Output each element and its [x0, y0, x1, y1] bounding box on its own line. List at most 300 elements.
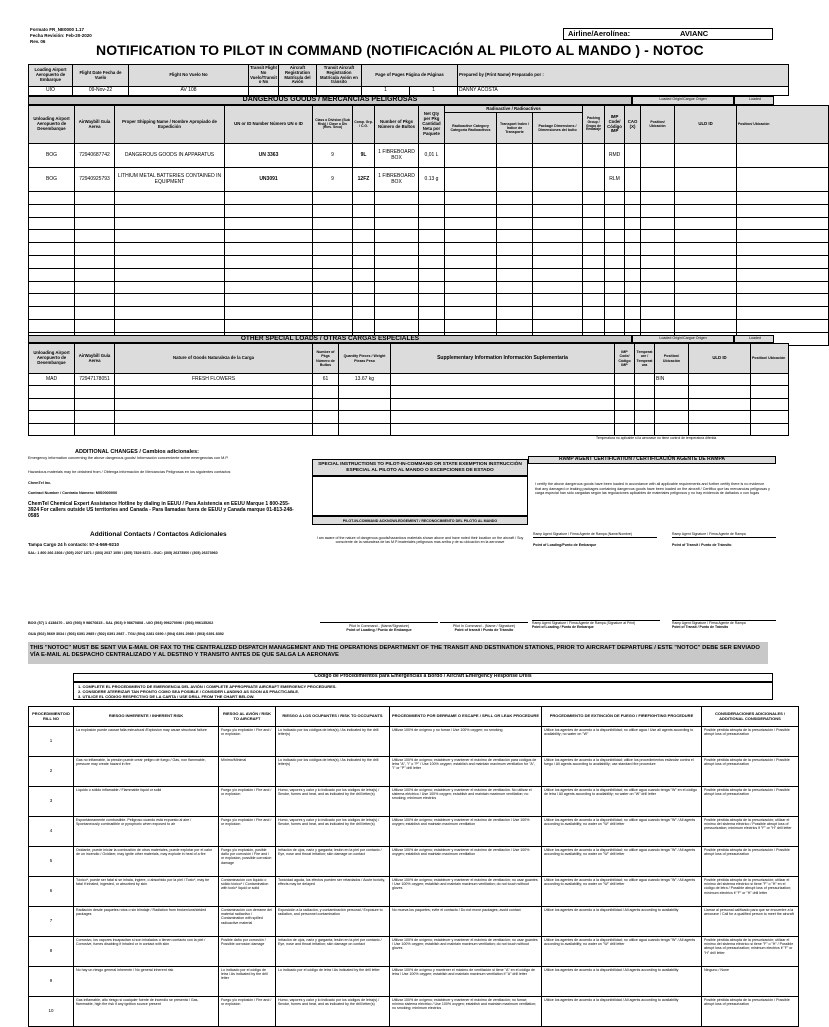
osl-empty-cell[interactable] [115, 398, 313, 411]
osl-empty-cell[interactable] [391, 423, 615, 436]
dg-empty-cell[interactable] [29, 230, 75, 243]
osl-empty-cell[interactable] [655, 411, 689, 424]
osl-empty-cell[interactable] [313, 386, 339, 399]
dg-cell[interactable] [497, 144, 533, 168]
dg-empty-cell[interactable] [497, 281, 533, 294]
osl-cell[interactable]: MAD [29, 374, 75, 386]
dg-empty-cell[interactable] [675, 192, 737, 205]
osl-empty-cell[interactable] [29, 398, 75, 411]
dg-cell[interactable]: 72940687742 [75, 144, 115, 168]
special-instructions-box[interactable] [312, 476, 528, 516]
dg-empty-cell[interactable] [605, 281, 625, 294]
osl-empty-cell[interactable] [689, 398, 751, 411]
dg-cell[interactable]: DANGEROUS GOODS IN APPARATUS [115, 144, 225, 168]
dg-empty-cell[interactable] [675, 243, 737, 256]
dg-empty-cell[interactable] [29, 243, 75, 256]
dg-empty-cell[interactable] [605, 268, 625, 281]
osl-empty-cell[interactable] [313, 398, 339, 411]
dg-empty-cell[interactable] [583, 204, 605, 217]
dg-empty-cell[interactable] [675, 217, 737, 230]
dg-empty-cell[interactable] [497, 319, 533, 332]
osl-empty-cell[interactable] [751, 398, 789, 411]
dg-empty-cell[interactable] [641, 307, 675, 320]
airline-value[interactable]: AVIANC [680, 28, 709, 38]
dg-empty-cell[interactable] [737, 307, 829, 320]
osl-empty-cell[interactable] [615, 398, 635, 411]
dg-empty-cell[interactable] [625, 268, 641, 281]
drill-cell: Utilice los agentes de acuerdo a la disponibilidad / All agents according to availability [542, 967, 702, 997]
dg-empty-cell[interactable] [533, 268, 583, 281]
aircraft-registration-value[interactable] [279, 87, 317, 96]
dg-empty-cell[interactable] [353, 294, 375, 307]
dg-empty-cell[interactable] [225, 192, 313, 205]
dg-empty-cell[interactable] [225, 268, 313, 281]
dg-empty-cell[interactable] [445, 307, 497, 320]
dg-cell[interactable] [583, 144, 605, 168]
osl-empty-cell[interactable] [689, 386, 751, 399]
dg-empty-cell[interactable] [419, 255, 445, 268]
dg-empty-cell[interactable] [445, 319, 497, 332]
dg-empty-cell[interactable] [533, 294, 583, 307]
dg-empty-cell[interactable] [225, 243, 313, 256]
dg-empty-cell[interactable] [497, 294, 533, 307]
dg-empty-cell[interactable] [115, 243, 225, 256]
dg-empty-cell[interactable] [445, 204, 497, 217]
dg-cell[interactable]: LITHIUM METAL BATTERIES CONTAINED IN EQUIPMENT [115, 168, 225, 192]
dg-empty-cell[interactable] [675, 281, 737, 294]
dg-empty-cell[interactable] [583, 307, 605, 320]
dg-empty-cell[interactable] [29, 307, 75, 320]
dg-empty-cell[interactable] [375, 268, 419, 281]
dg-empty-cell[interactable] [29, 268, 75, 281]
osl-empty-cell[interactable] [75, 386, 115, 399]
dg-cell[interactable] [675, 168, 737, 192]
dg-empty-cell[interactable] [29, 192, 75, 205]
pic-sign-2[interactable] [440, 622, 528, 632]
dg-empty-cell[interactable] [625, 192, 641, 205]
dg-cell[interactable]: 1 FIBREBOARD BOX [375, 168, 419, 192]
dg-empty-cell[interactable] [29, 204, 75, 217]
osl-cell[interactable] [615, 374, 635, 386]
drill-cell: Ninguno / None [702, 967, 799, 997]
dg-empty-cell[interactable] [675, 255, 737, 268]
dg-empty-cell[interactable] [313, 281, 353, 294]
dg-empty-cell[interactable] [375, 204, 419, 217]
dg-empty-cell[interactable] [115, 217, 225, 230]
dg-empty-cell[interactable] [737, 319, 829, 332]
dg-empty-cell[interactable] [313, 192, 353, 205]
dg-empty-cell[interactable] [115, 294, 225, 307]
dg-empty-cell[interactable] [445, 294, 497, 307]
dg-empty-cell[interactable] [675, 319, 737, 332]
dg-empty-cell[interactable] [313, 268, 353, 281]
dg-empty-cell[interactable] [353, 204, 375, 217]
dg-empty-cell[interactable] [353, 268, 375, 281]
dg-empty-cell[interactable] [675, 307, 737, 320]
dg-empty-cell[interactable] [75, 319, 115, 332]
dg-cell[interactable]: UN3091 [225, 168, 313, 192]
dg-empty-cell[interactable] [583, 192, 605, 205]
dg-empty-cell[interactable] [353, 192, 375, 205]
dg-empty-cell[interactable] [375, 217, 419, 230]
dg-empty-cell[interactable] [75, 281, 115, 294]
dg-cell[interactable]: 1 FIBREBOARD BOX [375, 144, 419, 168]
dg-empty-cell[interactable] [641, 217, 675, 230]
ramp-sign-2[interactable] [672, 620, 776, 630]
dg-cell[interactable]: 9 [313, 168, 353, 192]
dg-empty-cell[interactable] [497, 192, 533, 205]
dg-header-net-qty: Net Qty per Pkg Cantidad Neta por Paquete [419, 106, 445, 144]
dg-empty-cell[interactable] [29, 294, 75, 307]
osl-cell[interactable]: 72947178051 [75, 374, 115, 386]
dg-empty-cell[interactable] [115, 204, 225, 217]
osl-empty-cell[interactable] [339, 398, 391, 411]
dg-empty-cell[interactable] [583, 243, 605, 256]
dg-empty-cell[interactable] [737, 243, 829, 256]
dg-empty-cell[interactable] [225, 204, 313, 217]
dg-empty-cell[interactable] [605, 230, 625, 243]
osl-empty-cell[interactable] [339, 411, 391, 424]
dg-empty-cell[interactable] [605, 307, 625, 320]
dg-empty-cell[interactable] [737, 230, 829, 243]
dg-empty-cell[interactable] [75, 294, 115, 307]
dg-empty-cell[interactable] [605, 319, 625, 332]
osl-loaded-origin: Loaded Origin/Cargue Origen [632, 335, 734, 343]
osl-empty-cell[interactable] [635, 411, 655, 424]
osl-cell[interactable] [751, 374, 789, 386]
flight-no-value[interactable]: AV 108 [129, 87, 249, 96]
dg-empty-cell[interactable] [29, 319, 75, 332]
dg-empty-cell[interactable] [419, 281, 445, 294]
dg-empty-cell[interactable] [445, 217, 497, 230]
osl-empty-cell[interactable] [751, 386, 789, 399]
osl-empty-cell[interactable] [75, 423, 115, 436]
dg-empty-cell[interactable] [533, 307, 583, 320]
notoc-dispatch-notice: THIS "NOTOC" MUST BE SENT VIA E-MAIL OR FAX TO THE CENTRALIZED DISPATCH MANAGEMENT AND THE OPERATIONS DEPARTMENT OF THE TRANSIT AND DESTINATION STATIONS, PRIOR TO AIRCRAFT DEPARTURE / ESTE "NOTOC" DEBE SER ENVIADO VÍA E-MAIL AL DESPACHO CENTRALIZADO Y AL DESTINO Y TRANSITO ANTES DE QUE SALGA LA AERONAVE [28, 642, 768, 664]
flight-date-value[interactable]: 09-Nov-22 [73, 87, 129, 96]
dg-empty-cell[interactable] [75, 243, 115, 256]
transit-registration-value[interactable] [317, 87, 362, 96]
dg-empty-cell[interactable] [115, 281, 225, 294]
dg-empty-cell[interactable] [313, 230, 353, 243]
osl-empty-cell[interactable] [615, 386, 635, 399]
dg-empty-cell[interactable] [675, 268, 737, 281]
dg-empty-cell[interactable] [497, 255, 533, 268]
dg-empty-cell[interactable] [497, 268, 533, 281]
dg-cell[interactable] [533, 144, 583, 168]
dg-empty-cell[interactable] [225, 307, 313, 320]
dg-empty-cell[interactable] [75, 204, 115, 217]
loading-airport-value[interactable]: UIO [29, 87, 73, 96]
dg-empty-cell[interactable] [313, 307, 353, 320]
dg-empty-cell[interactable] [641, 192, 675, 205]
dg-cell[interactable] [445, 168, 497, 192]
dg-empty-cell[interactable] [225, 319, 313, 332]
dg-empty-cell[interactable] [419, 268, 445, 281]
dg-cell[interactable] [737, 144, 829, 168]
osl-empty-cell[interactable] [115, 411, 313, 424]
dg-cell[interactable] [625, 144, 641, 168]
dg-empty-cell[interactable] [353, 319, 375, 332]
dg-cell[interactable] [737, 168, 829, 192]
dg-empty-cell[interactable] [313, 243, 353, 256]
dg-cell[interactable]: RMD [605, 144, 625, 168]
osl-empty-cell[interactable] [751, 423, 789, 436]
dg-cell[interactable]: 0,01 L [419, 144, 445, 168]
dg-empty-cell[interactable] [675, 204, 737, 217]
dg-empty-cell[interactable] [641, 255, 675, 268]
dg-empty-cell[interactable] [29, 217, 75, 230]
dg-empty-cell[interactable] [419, 204, 445, 217]
osl-empty-cell[interactable] [391, 386, 615, 399]
dg-cell[interactable] [533, 168, 583, 192]
dg-empty-cell[interactable] [445, 243, 497, 256]
dg-empty-cell[interactable] [75, 255, 115, 268]
osl-empty-cell[interactable] [29, 386, 75, 399]
dg-empty-cell[interactable] [641, 319, 675, 332]
osl-cell[interactable]: 13.67 kg [339, 374, 391, 386]
dg-empty-cell[interactable] [641, 230, 675, 243]
dg-empty-cell[interactable] [605, 192, 625, 205]
osl-empty-cell[interactable] [635, 398, 655, 411]
osl-empty-cell[interactable] [339, 423, 391, 436]
dg-empty-cell[interactable] [29, 281, 75, 294]
dg-empty-row [29, 255, 829, 268]
dg-empty-cell[interactable] [533, 217, 583, 230]
dg-empty-cell[interactable] [353, 217, 375, 230]
osl-empty-cell[interactable] [655, 423, 689, 436]
dg-cell[interactable] [641, 144, 675, 168]
pic-sign-1[interactable] [320, 622, 438, 632]
dg-empty-cell[interactable] [533, 230, 583, 243]
dg-empty-cell[interactable] [353, 281, 375, 294]
dg-empty-cell[interactable] [497, 230, 533, 243]
pages-value[interactable]: 1 [410, 87, 458, 96]
dg-empty-cell[interactable] [605, 255, 625, 268]
osl-cell[interactable]: 61 [313, 374, 339, 386]
osl-empty-cell[interactable] [29, 411, 75, 424]
dg-empty-cell[interactable] [445, 268, 497, 281]
dg-empty-cell[interactable] [375, 307, 419, 320]
dg-empty-cell[interactable] [115, 319, 225, 332]
dg-cell[interactable] [625, 168, 641, 192]
dg-cell[interactable]: BOG [29, 144, 75, 168]
osl-empty-cell[interactable] [115, 423, 313, 436]
dg-empty-row [29, 230, 829, 243]
dg-empty-cell[interactable] [675, 230, 737, 243]
dg-empty-cell[interactable] [115, 230, 225, 243]
dg-cell[interactable]: RLM [605, 168, 625, 192]
dg-empty-cell[interactable] [625, 319, 641, 332]
dg-empty-cell[interactable] [737, 281, 829, 294]
dg-cell[interactable] [675, 144, 737, 168]
dg-empty-cell[interactable] [313, 294, 353, 307]
dg-empty-cell[interactable] [737, 204, 829, 217]
dg-cell[interactable]: 0.13 g [419, 168, 445, 192]
dg-empty-cell[interactable] [419, 230, 445, 243]
dg-empty-cell[interactable] [533, 204, 583, 217]
dg-cell[interactable] [641, 168, 675, 192]
dg-cell[interactable]: 12FZ [353, 168, 375, 192]
dg-empty-cell[interactable] [641, 204, 675, 217]
dg-empty-cell[interactable] [225, 255, 313, 268]
dg-empty-cell[interactable] [419, 217, 445, 230]
osl-empty-cell[interactable] [115, 386, 313, 399]
dg-empty-cell[interactable] [445, 192, 497, 205]
dg-empty-cell[interactable] [641, 294, 675, 307]
dg-empty-cell[interactable] [225, 294, 313, 307]
dg-empty-cell[interactable] [419, 243, 445, 256]
dg-empty-cell[interactable] [641, 268, 675, 281]
dg-empty-cell[interactable] [605, 243, 625, 256]
dg-cell[interactable]: 72940925793 [75, 168, 115, 192]
dg-empty-cell[interactable] [375, 192, 419, 205]
dg-empty-cell[interactable] [445, 281, 497, 294]
dg-empty-cell[interactable] [225, 281, 313, 294]
dg-empty-cell[interactable] [497, 217, 533, 230]
osl-empty-cell[interactable] [391, 398, 615, 411]
dg-empty-cell[interactable] [115, 255, 225, 268]
dg-empty-cell[interactable] [605, 294, 625, 307]
dg-empty-cell[interactable] [737, 268, 829, 281]
osl-empty-cell[interactable] [29, 423, 75, 436]
dg-empty-cell[interactable] [583, 217, 605, 230]
dg-cell[interactable] [445, 144, 497, 168]
dg-empty-cell[interactable] [533, 243, 583, 256]
dg-cell[interactable] [497, 168, 533, 192]
osl-cell[interactable] [689, 374, 751, 386]
dg-empty-cell[interactable] [313, 217, 353, 230]
dg-empty-cell[interactable] [497, 307, 533, 320]
dg-empty-cell[interactable] [583, 230, 605, 243]
dg-empty-cell[interactable] [75, 192, 115, 205]
dg-empty-cell[interactable] [625, 243, 641, 256]
dg-empty-cell[interactable] [625, 204, 641, 217]
dg-empty-cell[interactable] [583, 294, 605, 307]
dg-empty-cell[interactable] [375, 243, 419, 256]
dg-empty-cell[interactable] [583, 255, 605, 268]
dg-empty-cell[interactable] [583, 319, 605, 332]
dg-empty-cell[interactable] [29, 255, 75, 268]
dg-empty-cell[interactable] [533, 319, 583, 332]
osl-empty-cell[interactable] [655, 386, 689, 399]
dg-empty-cell[interactable] [353, 255, 375, 268]
osl-empty-cell[interactable] [655, 398, 689, 411]
osl-empty-cell[interactable] [689, 423, 751, 436]
dg-empty-cell[interactable] [625, 217, 641, 230]
dg-empty-cell[interactable] [115, 192, 225, 205]
dg-empty-cell[interactable] [313, 204, 353, 217]
dg-empty-cell[interactable] [375, 294, 419, 307]
dg-empty-cell[interactable] [497, 204, 533, 217]
dg-empty-cell[interactable] [737, 294, 829, 307]
dg-empty-cell[interactable] [353, 243, 375, 256]
dg-empty-cell[interactable] [497, 243, 533, 256]
dg-cell[interactable] [583, 168, 605, 192]
ramp-sign-1[interactable] [532, 620, 660, 630]
dg-empty-cell[interactable] [625, 255, 641, 268]
page-value[interactable]: 1 [362, 87, 410, 96]
dg-cell[interactable]: UN 3363 [225, 144, 313, 168]
dg-empty-cell[interactable] [75, 268, 115, 281]
osl-empty-cell[interactable] [615, 411, 635, 424]
dg-empty-cell[interactable] [625, 307, 641, 320]
osl-empty-cell[interactable] [391, 411, 615, 424]
dg-empty-cell[interactable] [419, 294, 445, 307]
osl-empty-cell[interactable] [751, 411, 789, 424]
dg-empty-cell[interactable] [675, 294, 737, 307]
dg-empty-cell[interactable] [313, 319, 353, 332]
prepared-by-value[interactable]: DANNY ACOSTA [458, 87, 789, 96]
osl-header-uld-id: ULD ID [689, 344, 751, 374]
transit-flight-value[interactable] [249, 87, 279, 96]
dg-cell[interactable]: 9L [353, 144, 375, 168]
dg-empty-cell[interactable] [419, 192, 445, 205]
drill-cell: Exposición a la radiación, y contaminación personal / Exposure to radiation, and personnel contamination [276, 907, 390, 937]
dg-empty-cell[interactable] [583, 281, 605, 294]
dg-empty-cell[interactable] [375, 319, 419, 332]
osl-empty-cell[interactable] [313, 423, 339, 436]
dg-empty-cell[interactable] [605, 217, 625, 230]
dg-empty-cell[interactable] [115, 307, 225, 320]
dg-empty-cell[interactable] [353, 230, 375, 243]
osl-empty-cell[interactable] [75, 398, 115, 411]
osl-empty-cell[interactable] [635, 423, 655, 436]
dg-empty-cell[interactable] [641, 243, 675, 256]
osl-empty-cell[interactable] [615, 423, 635, 436]
dg-empty-cell[interactable] [737, 192, 829, 205]
osl-cell[interactable]: FRESH FLOWERS [115, 374, 313, 386]
dg-empty-cell[interactable] [533, 255, 583, 268]
dg-empty-cell[interactable] [583, 268, 605, 281]
dg-empty-cell[interactable] [353, 307, 375, 320]
osl-empty-cell[interactable] [689, 411, 751, 424]
dg-empty-cell[interactable] [737, 255, 829, 268]
dg-empty-cell[interactable] [75, 230, 115, 243]
dg-empty-cell[interactable] [419, 319, 445, 332]
dg-empty-cell[interactable] [533, 192, 583, 205]
dg-empty-cell[interactable] [375, 281, 419, 294]
dg-cell[interactable]: BOG [29, 168, 75, 192]
dg-cell[interactable]: 9 [313, 144, 353, 168]
osl-cell[interactable] [635, 374, 655, 386]
dg-empty-cell[interactable] [625, 281, 641, 294]
dg-empty-cell[interactable] [445, 230, 497, 243]
dg-empty-cell[interactable] [75, 217, 115, 230]
dg-empty-cell[interactable] [533, 281, 583, 294]
osl-empty-cell[interactable] [635, 386, 655, 399]
dg-empty-cell[interactable] [625, 230, 641, 243]
dg-empty-cell[interactable] [375, 255, 419, 268]
osl-empty-cell[interactable] [75, 411, 115, 424]
dg-empty-cell[interactable] [625, 294, 641, 307]
osl-cell[interactable] [391, 374, 615, 386]
dg-empty-cell[interactable] [605, 204, 625, 217]
dg-empty-cell[interactable] [115, 268, 225, 281]
dg-empty-cell[interactable] [641, 281, 675, 294]
osl-cell[interactable]: BIN [655, 374, 689, 386]
dg-empty-cell[interactable] [375, 230, 419, 243]
dg-empty-cell[interactable] [313, 255, 353, 268]
dg-empty-cell[interactable] [737, 217, 829, 230]
dg-empty-cell[interactable] [225, 217, 313, 230]
dg-empty-cell[interactable] [75, 307, 115, 320]
osl-empty-cell[interactable] [339, 386, 391, 399]
dg-empty-cell[interactable] [419, 307, 445, 320]
dg-empty-cell[interactable] [445, 255, 497, 268]
osl-empty-cell[interactable] [313, 411, 339, 424]
dg-empty-cell[interactable] [225, 230, 313, 243]
